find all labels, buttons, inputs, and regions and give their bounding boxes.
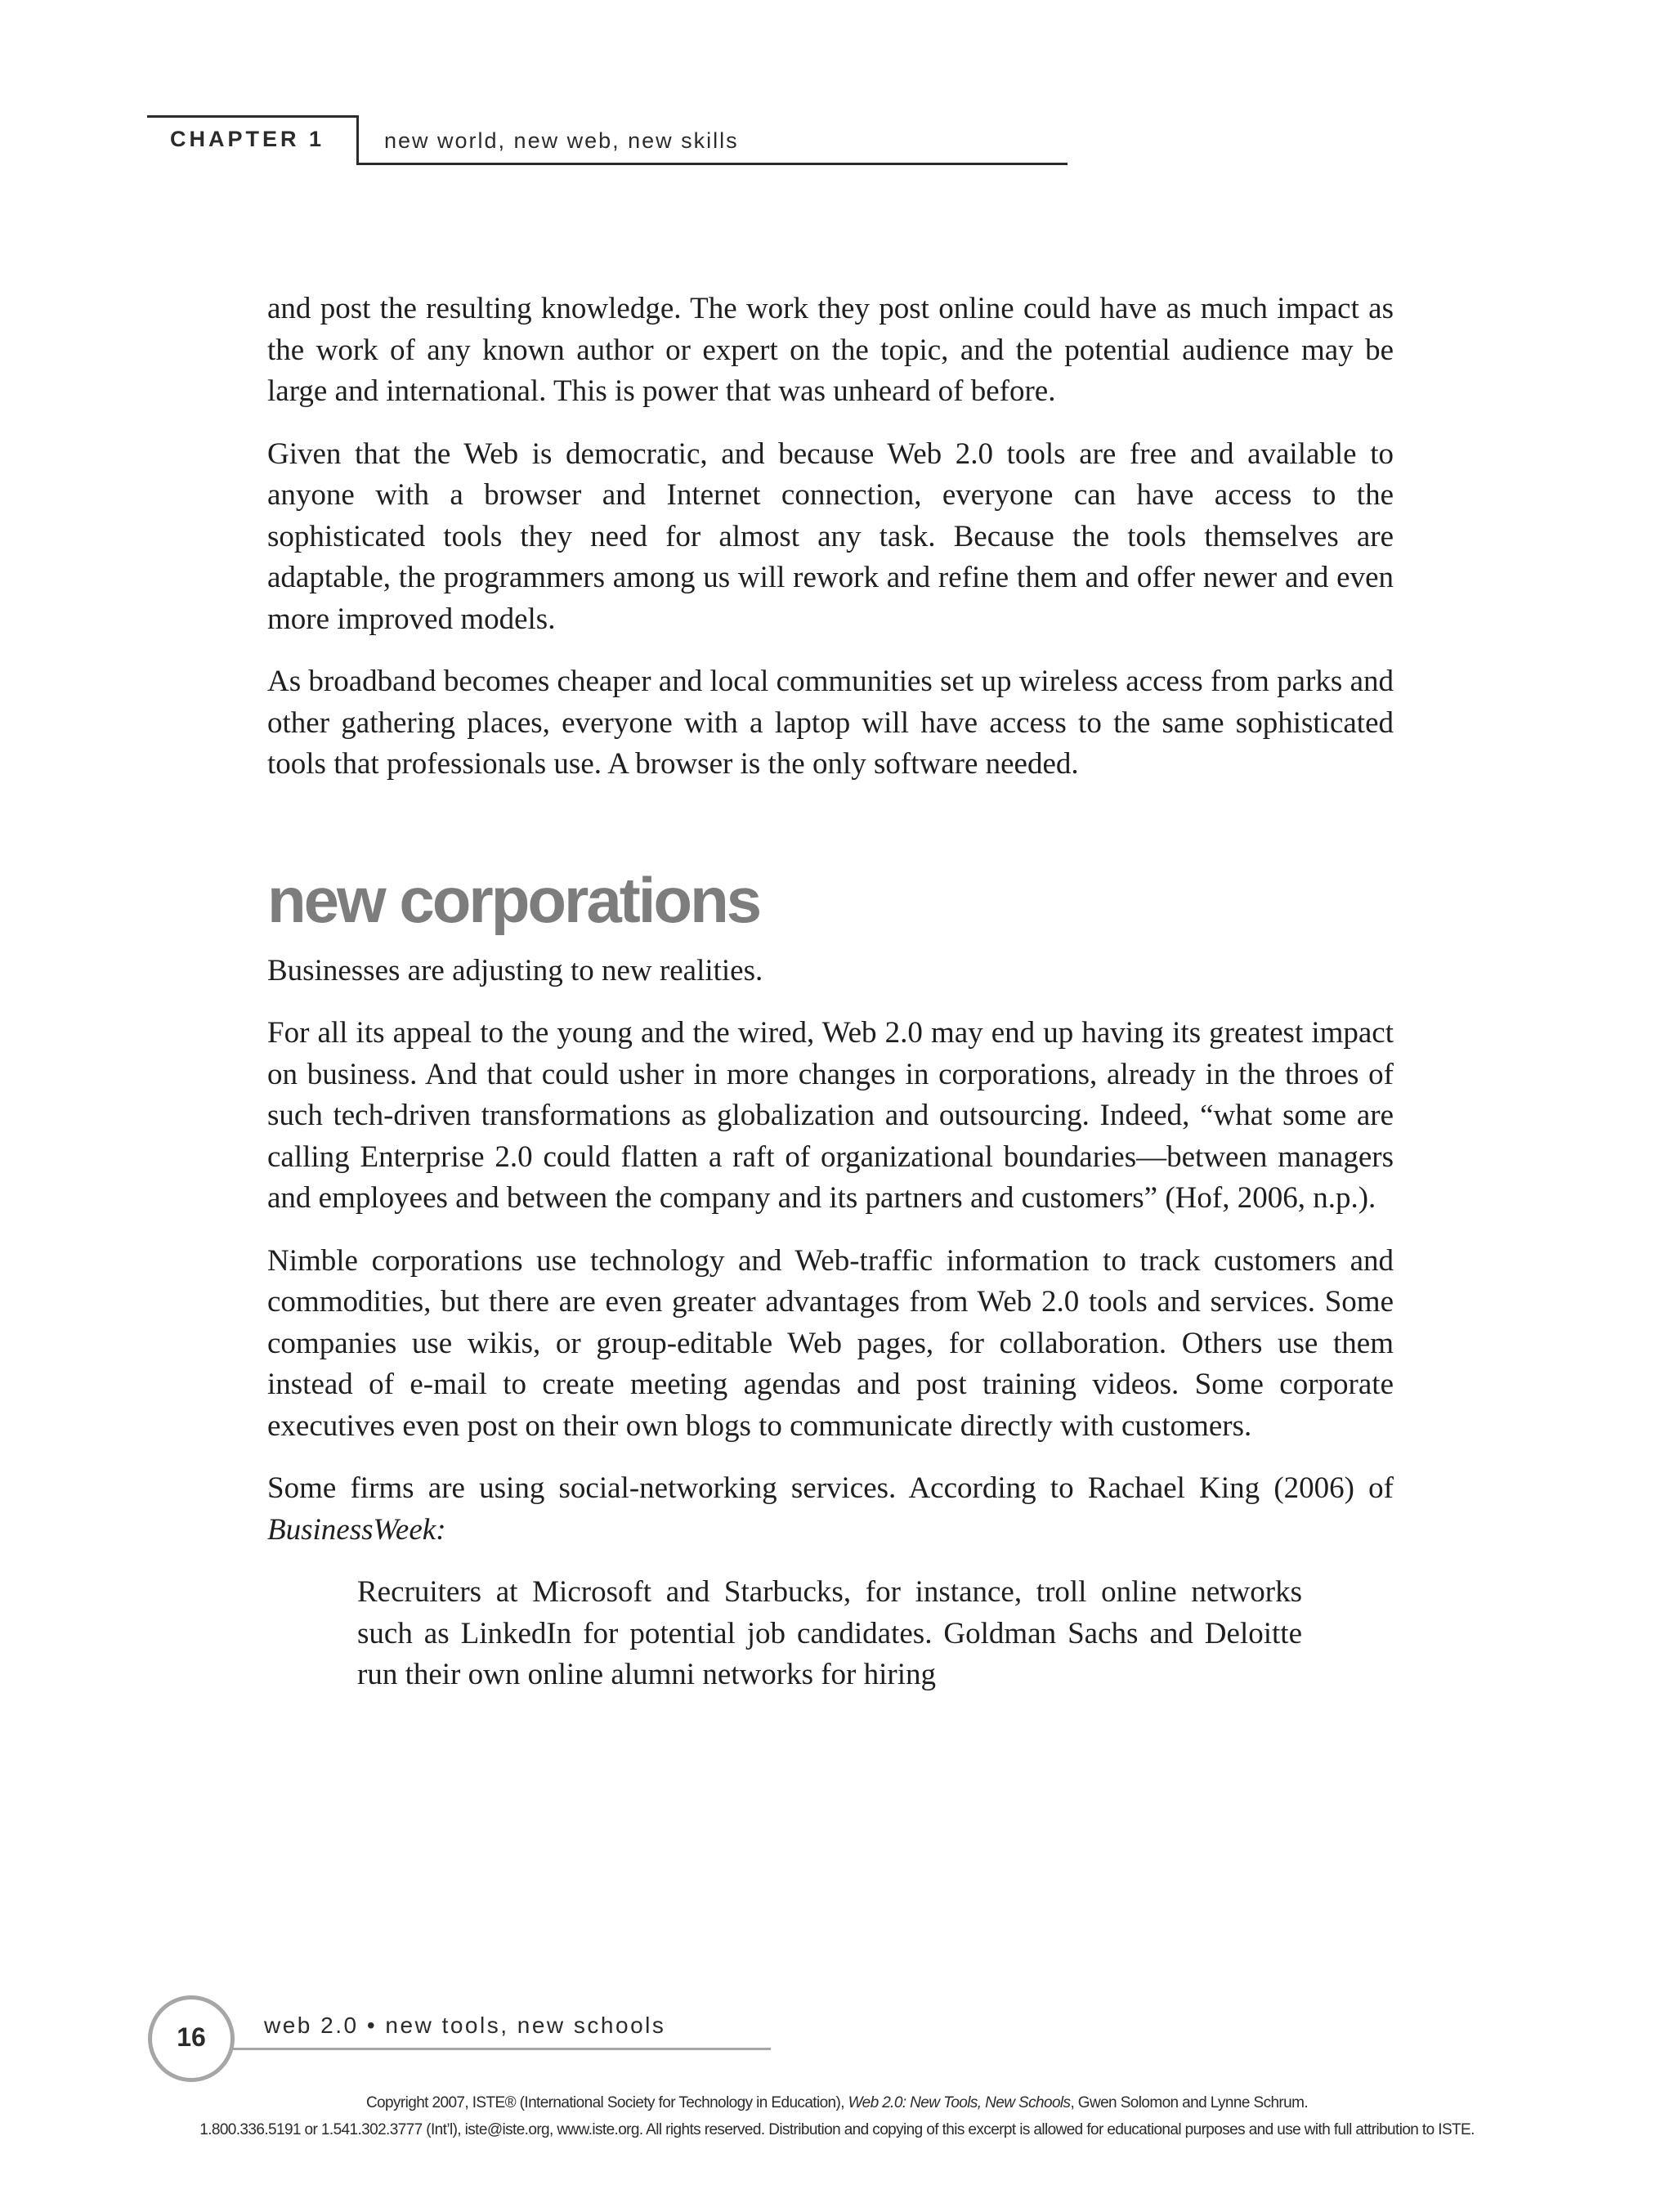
body-paragraph: and post the resulting knowledge. The work they post online could have as much impact as the work of any known author or expert on the topic, and the potential audience may be large and international. This is power that was unheard of before. xyxy=(267,292,1394,408)
copyright-authors: , Gwen Solomon and Lynne Schrum. xyxy=(1070,2094,1309,2111)
copyright-line-1 xyxy=(0,2094,1674,2112)
footer-rule xyxy=(233,2048,771,2050)
citation-paragraph xyxy=(267,1468,1394,1551)
body-paragraph: As broadband becomes cheaper and local communities set up wireless access from parks and other gathering places, everyone with a laptop will have access to the same sophisticated tools that professionals use. A browser is the only software needed. xyxy=(267,665,1394,781)
page-number: 16 xyxy=(177,2022,206,2052)
section-title: new world, new web, new skills xyxy=(384,128,739,153)
copyright-start: Copyright 2007, ISTE® (International Society for Technology in Education), xyxy=(365,2094,848,2111)
copyright-book-title: Web 2.0: New Tools, New Schools xyxy=(848,2094,1071,2111)
page-body xyxy=(267,289,1394,1696)
body-paragraph: For all its appeal to the young and the wired, Web 2.0 may end up having its greatest impact on business. And that could usher in more changes in corporations, already in the throes of such tech-driven transformations as globalization and outsourcing. Indeed, “what some are calling Enterprise 2.0 could flatten a raft of organizational boundaries—between managers and employees and between the company and its partners and customers” (Hof, 2006, n.p.). xyxy=(267,1016,1394,1215)
header-divider xyxy=(356,115,359,165)
body-paragraph: Given that the Web is democratic, and because Web 2.0 tools are free and available to anyone with a browser and Internet connection, everyone can have access to the sophisticated tools they need for almost any task. Because the tools themselves are adaptable, the programmers among us will rework and refine them and offer newer and even more improved models. xyxy=(267,437,1394,636)
citation-text: Some firms are using social-networking services. According to Rachael King (2006) of xyxy=(267,1471,1394,1505)
body-paragraph: Businesses are adjusting to new realities. xyxy=(267,953,763,987)
header-bottom-rule xyxy=(356,163,1068,165)
section-heading: new corporations xyxy=(267,863,760,936)
header-top-rule xyxy=(147,115,358,118)
publication-title: BusinessWeek: xyxy=(267,1512,446,1547)
copyright-line-2: 1.800.336.5191 or 1.541.302.3777 (Int’l), iste@iste.org, www.iste.org. All rights reserved. Distribution and copying of this excerpt is allowed for educational purposes and use with full attribution to ISTE. xyxy=(199,2121,1475,2138)
chapter-label: CHAPTER 1 xyxy=(170,127,325,151)
block-quote: Recruiters at Microsoft and Starbucks, for instance, troll online networks such as LinkedIn for potential job candidates. Goldman Sachs and Deloitte run their own online alumni networks for hiring xyxy=(357,1575,1302,1691)
body-paragraph: Nimble corporations use technology and Web-traffic information to track customers and commodities, but there are even greater advantages from Web 2.0 tools and services. Some companies use wikis, or group-editable Web pages, for collaboration. Others use them instead of e-mail to create meeting agendas and post training videos. Some corporate executives even post on their own blogs to communicate directly with customers. xyxy=(267,1243,1394,1443)
book-title: web 2.0 • new tools, new schools xyxy=(264,2013,666,2038)
